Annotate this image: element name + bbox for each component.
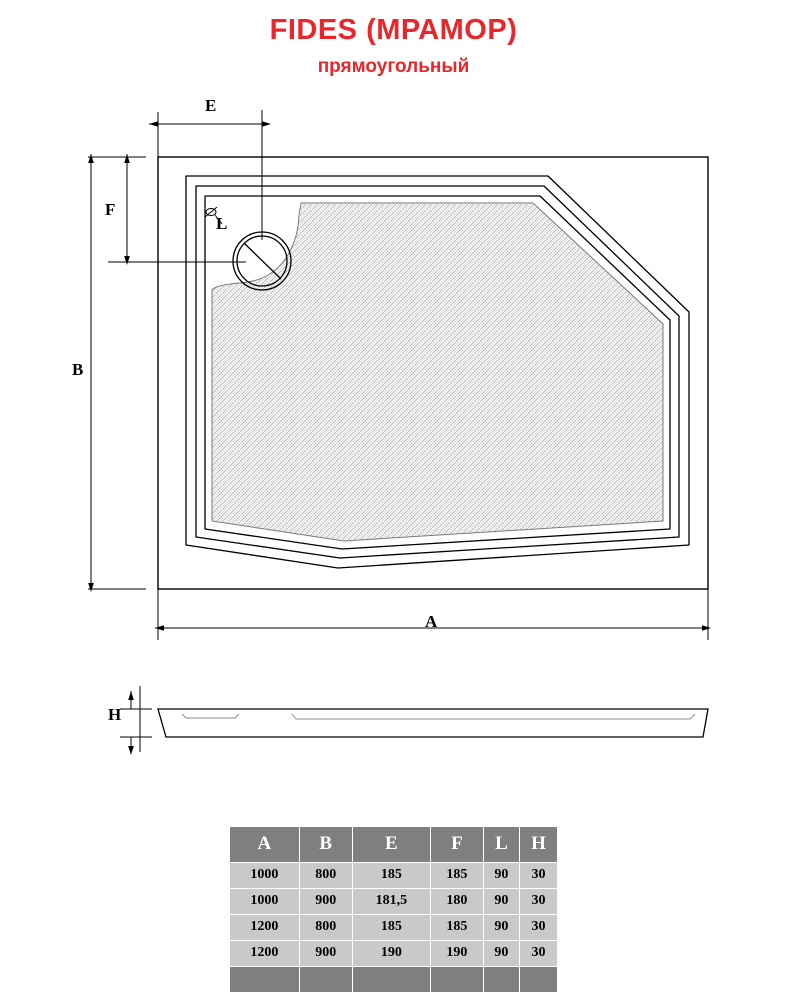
cell-h: 30 — [519, 915, 557, 941]
cell-e: 181,5 — [352, 889, 430, 915]
dimension-F — [88, 157, 146, 262]
cell-b: 800 — [299, 863, 352, 889]
cell-e: 185 — [352, 863, 430, 889]
label-L: L — [216, 214, 228, 233]
cell-f: 185 — [430, 915, 483, 941]
cell-a: 1000 — [230, 889, 300, 915]
cell-e: 190 — [352, 941, 430, 967]
cell-b: 900 — [299, 889, 352, 915]
page-title: FIDES (МРАМОР) — [269, 14, 518, 46]
cell-l: 90 — [483, 863, 519, 889]
column-header-a: A — [230, 827, 300, 863]
cell-l: 90 — [483, 915, 519, 941]
cell-l: 90 — [483, 889, 519, 915]
table-row — [230, 889, 558, 915]
cell-h: 30 — [519, 889, 557, 915]
table-row — [230, 941, 558, 967]
label-A: A — [425, 612, 438, 631]
cell-a: 1200 — [230, 915, 300, 941]
table-row-cut-off — [230, 967, 558, 993]
label-H: H — [108, 705, 122, 724]
dimension-B — [88, 163, 146, 589]
column-header-f: F — [430, 827, 483, 863]
dimensions-table — [229, 826, 558, 993]
cell-l: 90 — [483, 941, 519, 967]
tray-side-view — [158, 709, 708, 737]
page-subtitle: прямоугольный — [317, 56, 470, 77]
cell-b: 900 — [299, 941, 352, 967]
anti-slip-surface — [212, 203, 663, 541]
label-B: B — [72, 360, 84, 379]
label-F: F — [105, 200, 116, 219]
column-header-l: L — [483, 827, 519, 863]
cell-h: 30 — [519, 941, 557, 967]
cell-e: 185 — [352, 915, 430, 941]
dimension-H — [120, 686, 152, 752]
dimension-E — [158, 112, 262, 157]
cell-f: 180 — [430, 889, 483, 915]
cell-f: 190 — [430, 941, 483, 967]
cell-h: 30 — [519, 863, 557, 889]
label-E: E — [205, 96, 217, 115]
cell-f: 185 — [430, 863, 483, 889]
table-row — [230, 863, 558, 889]
cell-a: 1200 — [230, 941, 300, 967]
column-header-e: E — [352, 827, 430, 863]
cell-a: 1000 — [230, 863, 300, 889]
column-header-b: B — [299, 827, 352, 863]
cell-b: 800 — [299, 915, 352, 941]
table-row — [230, 915, 558, 941]
column-header-h: H — [519, 827, 557, 863]
table-header-row — [230, 827, 558, 863]
